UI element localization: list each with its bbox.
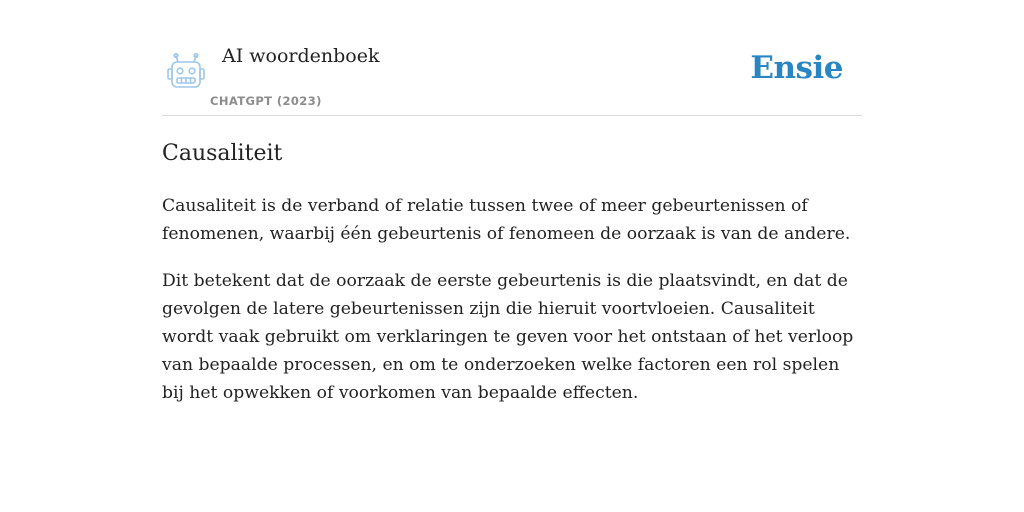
dictionary-source: CHATGPT (2023) (210, 94, 322, 108)
entry-term: Causaliteit (162, 141, 283, 166)
dictionary-title[interactable]: AI woordenboek (222, 45, 380, 67)
brand-logo[interactable]: Ensie (750, 50, 843, 86)
entry-paragraph-2: Dit betekent dat de oorzaak de eerste gebeurtenis is die plaatsvindt, en dat de gevolgen de latere gebeurtenissen zijn die hieruit voortvloeien. Causaliteit wordt vaak gebruikt om verklaringen te geven voor het ontstaan of het verloop van bepaalde processen, en om te onderzoeken welke factoren een rol spelen bij het opwekken of voorkomen van bepaalde effecten. (162, 271, 854, 403)
entry-content (162, 138, 862, 407)
robot-icon (166, 52, 206, 90)
dictionary-header (162, 40, 862, 116)
entry-paragraph-1: Causaliteit is de verband of relatie tussen twee of meer gebeurtenissen of fenomenen, waarbij één gebeurtenis of fenomeen de oorzaak is van de andere. (162, 196, 851, 244)
